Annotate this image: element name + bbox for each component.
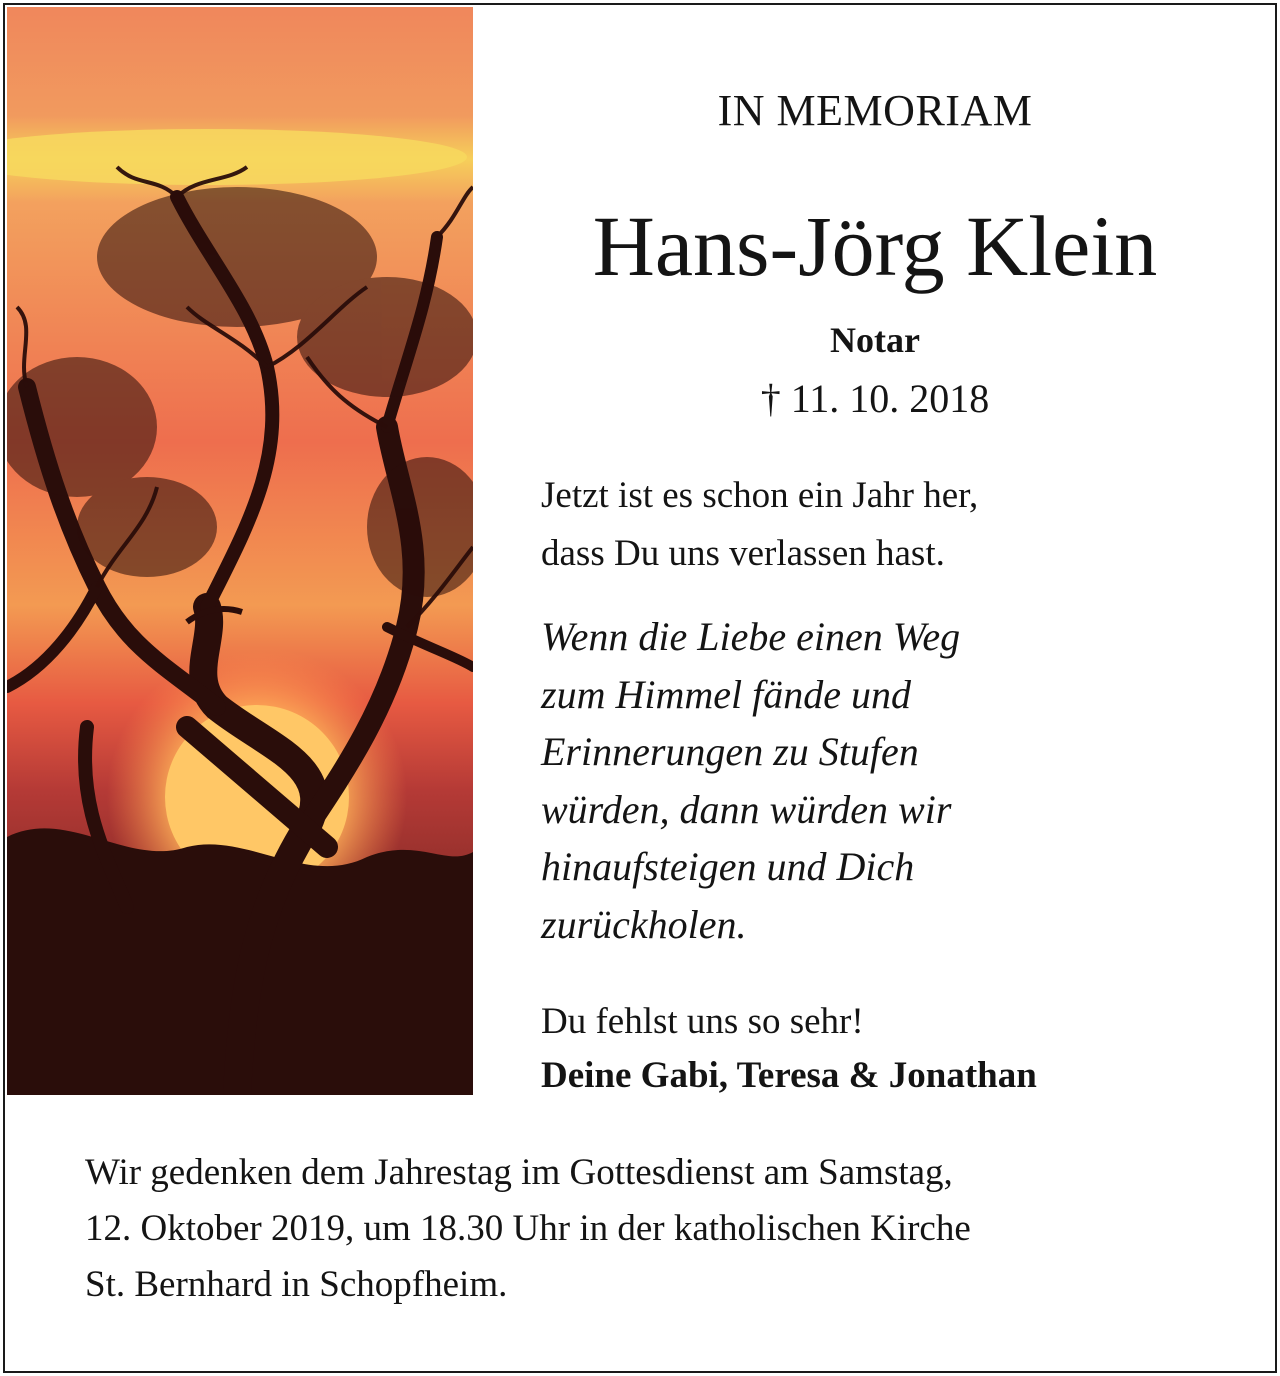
closing-text <box>541 995 1261 1103</box>
service-notice-line: 12. Oktober 2019, um 18.30 Uhr in der katholischen Kirche <box>85 1208 971 1249</box>
poem-line: würden, dann würden wir <box>541 786 952 832</box>
sunset-tree-image <box>7 7 473 1095</box>
poem-line: zum Himmel fände und <box>541 671 911 717</box>
sunset-tree-photo <box>7 7 473 1095</box>
memorial-card <box>3 3 1277 1373</box>
poem-line: hinaufsteigen und Dich <box>541 844 915 889</box>
intro-line: Jetzt ist es schon ein Jahr her, <box>541 475 979 516</box>
profession: Notar <box>830 320 920 360</box>
service-notice-line: Wir gedenken dem Jahrestag im Gottesdienst am Samstag, <box>85 1152 953 1193</box>
poem-quote <box>541 608 1261 953</box>
death-date: † 11. 10. 2018 <box>760 376 990 421</box>
service-notice-line: St. Bernhard in Schopfheim. <box>85 1264 508 1305</box>
announcement-text-column <box>475 5 1275 1095</box>
service-notice <box>85 1145 1205 1313</box>
poem-line: Erinnerungen zu Stufen <box>541 729 919 774</box>
intro-text <box>541 467 1261 583</box>
closing-line: Du fehlst uns so sehr! <box>541 1001 864 1042</box>
poem-line: Wenn die Liebe einen Weg <box>541 614 961 659</box>
family-signature: Deine Gabi, Teresa & Jonathan <box>541 1055 1037 1096</box>
in-memoriam-heading: IN MEMORIAM <box>717 86 1033 135</box>
poem-line: zurückholen. <box>541 901 747 947</box>
deceased-name: Hans-Jörg Klein <box>592 198 1158 294</box>
intro-line: dass Du uns verlassen hast. <box>541 533 945 574</box>
